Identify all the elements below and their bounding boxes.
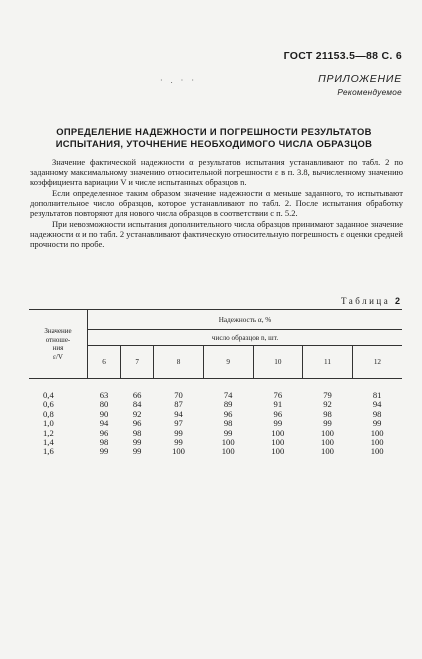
reliability-value-cell: 98 <box>99 437 109 448</box>
scan-artifact-dots: · . · · <box>160 76 197 85</box>
reliability-table <box>29 309 402 457</box>
reliability-value-cell: 66 <box>132 390 142 400</box>
column-header: 7 <box>121 346 154 379</box>
reliability-value-cell: 74 <box>223 390 233 400</box>
reliability-value-cell: 100 <box>370 446 384 457</box>
section-title-line-1: ОПРЕДЕЛЕНИЕ НАДЕЖНОСТИ И ПОГРЕШНОСТИ РЕЗУЛЬТАТОВ <box>56 126 372 137</box>
reliability-value-cell: 100 <box>271 446 285 457</box>
reliability-value-cell: 99 <box>372 418 382 429</box>
body-text <box>30 157 403 249</box>
row-header-line: отноше- <box>45 335 71 344</box>
column-header: 10 <box>253 346 303 379</box>
paragraph: Значение фактической надежности α результатов испытания устанавливают по табл. 2 по заданному максимальному значению относительной погрешности ε в п. 3.8, вычисленному значению коэффициента вариации V и числе испытанных образцов n. <box>30 157 403 188</box>
reliability-value-cell: 100 <box>370 437 384 448</box>
table-row <box>29 400 402 409</box>
row-header-cell <box>29 310 88 379</box>
reliability-value-cell: 87 <box>174 399 183 410</box>
column-header: 8 <box>154 346 204 379</box>
reliability-value-cell: 94 <box>372 399 382 410</box>
ratio-value-cell: 1,0 <box>43 418 54 429</box>
reliability-value-cell: 84 <box>132 399 142 410</box>
section-title-line-2: ИСПЫТАНИЯ, УТОЧНЕНИЕ НЕОБХОДИМОГО ЧИСЛА ОБРАЗЦОВ <box>55 138 373 149</box>
section-title <box>30 126 398 150</box>
appendix-block <box>318 73 402 97</box>
reliability-value-cell: 98 <box>323 408 332 419</box>
table-caption <box>341 296 400 306</box>
reliability-value-cell: 92 <box>323 399 332 410</box>
reliability-value-cell: 99 <box>99 446 109 457</box>
reliability-value-cell: 99 <box>174 437 183 448</box>
document-header-code: ГОСТ 21153.5—88 С. 6 <box>283 50 402 62</box>
ratio-value-cell: 0,8 <box>43 408 54 419</box>
ratio-value-cell: 1,2 <box>43 427 54 438</box>
column-header: 12 <box>352 346 402 379</box>
reliability-value-cell: 100 <box>221 446 235 457</box>
reliability-value-cell: 63 <box>99 390 109 400</box>
reliability-value-cell: 90 <box>99 408 109 419</box>
row-header-line: ния <box>52 344 64 352</box>
reliability-value-cell: 100 <box>370 427 384 438</box>
table-caption-word: Таблица <box>340 296 391 306</box>
sample-count-header: число образцов n, шт. <box>88 330 403 346</box>
table-caption-number: 2 <box>394 296 400 306</box>
reliability-value-cell: 79 <box>323 390 332 400</box>
paragraph: При невозможности испытания дополнительного числа образцов принимают заданное значение надежности α и по табл. 2 устанавливают фактическую относительную погрешность ε оценки средней прочности по пробе. <box>30 218 403 249</box>
paragraph: Если определенное таким образом значение надежности α меньше заданного, то испытывают дополнительное число образцов, которое устанавливают по табл. 2. После испытания обработку результатов повторяют для нового числа образцов в соответствии с п. 5.2. <box>30 187 403 218</box>
reliability-value-cell: 94 <box>174 408 183 419</box>
table-row <box>29 438 402 447</box>
reliability-value-cell: 100 <box>321 446 334 457</box>
reliability-value-cell: 99 <box>323 418 332 429</box>
appendix-label: ПРИЛОЖЕНИЕ <box>318 73 402 85</box>
reliability-value-cell: 99 <box>223 427 233 438</box>
reliability-value-cell: 70 <box>174 390 183 400</box>
table-row <box>29 379 402 401</box>
reliability-value-cell: 80 <box>99 399 109 410</box>
column-header: 6 <box>88 346 121 379</box>
reliability-value-cell: 100 <box>321 427 334 438</box>
row-header-line: ε/V <box>53 352 63 361</box>
reliability-value-cell: 100 <box>172 446 185 457</box>
column-header: 11 <box>303 346 353 379</box>
reliability-value-cell: 89 <box>223 399 233 410</box>
reliability-value-cell: 97 <box>174 418 183 429</box>
ratio-value-cell: 0,4 <box>43 390 54 400</box>
reliability-value-cell: 96 <box>99 427 109 438</box>
reliability-value-cell: 98 <box>223 418 233 429</box>
table-row <box>29 419 402 428</box>
ratio-value-cell: 0,6 <box>43 399 54 410</box>
reliability-value-cell: 99 <box>132 446 142 457</box>
reliability-value-cell: 100 <box>321 437 334 448</box>
reliability-value-cell: 99 <box>132 437 142 448</box>
reliability-value-cell: 81 <box>372 390 382 400</box>
appendix-status: Рекомендуемое <box>337 88 402 97</box>
ratio-value-cell: 1,6 <box>43 446 54 457</box>
reliability-value-cell: 99 <box>273 418 283 429</box>
reliability-value-cell: 100 <box>271 427 285 438</box>
reliability-value-cell: 100 <box>221 437 235 448</box>
table-row <box>29 429 402 438</box>
reliability-value-cell: 98 <box>372 408 382 419</box>
reliability-value-cell: 100 <box>271 437 285 448</box>
reliability-value-cell: 96 <box>273 408 283 419</box>
reliability-value-cell: 94 <box>99 418 109 429</box>
reliability-header: Надежность α, % <box>88 310 403 330</box>
reliability-value-cell: 96 <box>223 408 233 419</box>
reliability-value-cell: 99 <box>174 427 183 438</box>
reliability-value-cell: 76 <box>273 390 283 400</box>
table-row <box>29 447 402 456</box>
reliability-value-cell: 92 <box>132 408 142 419</box>
table-row <box>29 410 402 419</box>
row-header-line: Значение <box>44 327 72 335</box>
column-header: 9 <box>203 346 253 379</box>
ratio-value-cell: 1,4 <box>43 437 54 448</box>
reliability-value-cell: 96 <box>132 418 142 429</box>
reliability-value-cell: 91 <box>273 399 283 410</box>
table-body <box>29 379 402 457</box>
reliability-value-cell: 98 <box>132 427 142 438</box>
